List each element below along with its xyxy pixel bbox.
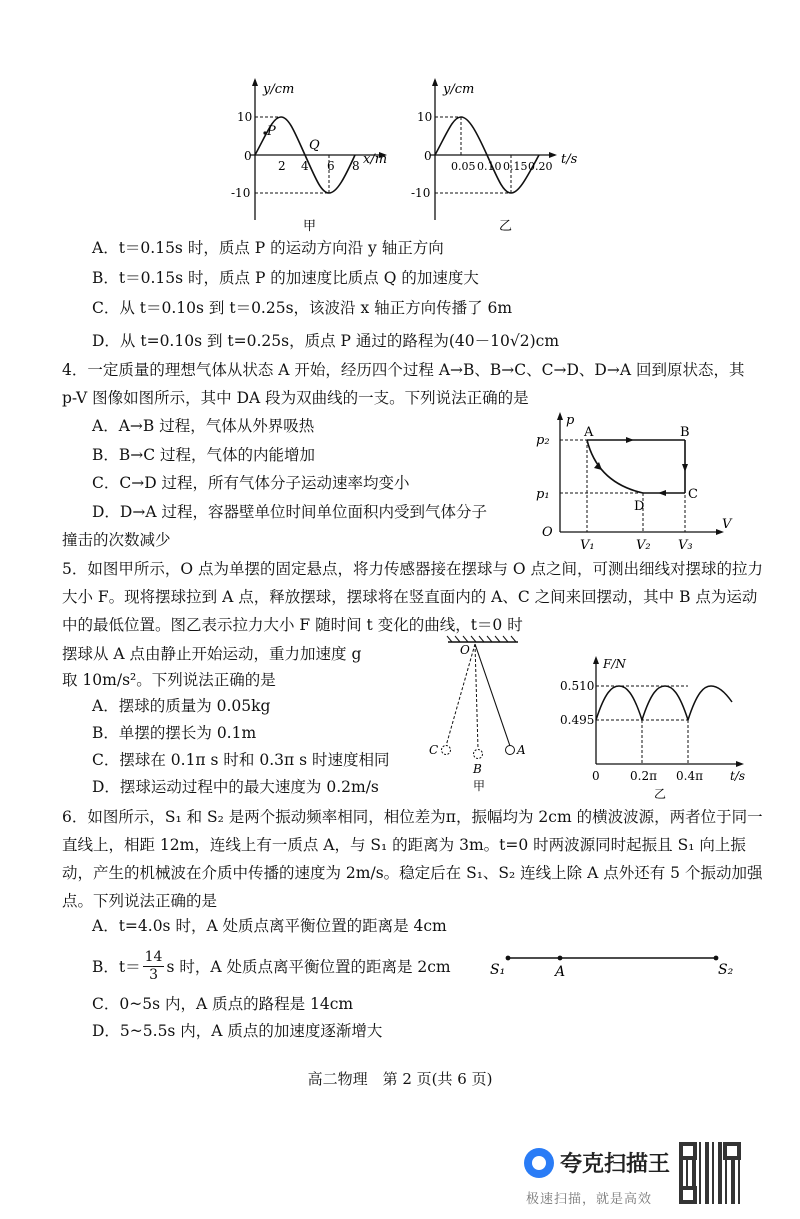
q6-option-c: C．0~5s 内，A 质点的路程是 14cm: [92, 995, 354, 1013]
q6-option-a: A．t=4.0s 时，A 处质点离平衡位置的距离是 4cm: [92, 917, 447, 935]
force-xlabel: t/s: [730, 769, 746, 783]
q5-option-b: B．单摆的摆长为 0.1m: [92, 724, 257, 742]
q6-option-b-prefix: B．t＝: [92, 958, 141, 976]
yi-caption: 乙: [499, 219, 513, 234]
q6-fraction-num: 14: [144, 948, 163, 965]
pv-label-v: V: [722, 517, 732, 532]
yi-ytick-0: 0: [424, 149, 432, 163]
force-ylabel: F/N: [603, 657, 626, 671]
pv-v2: V₂: [636, 538, 651, 553]
wave-source-line: [488, 948, 748, 982]
pv-v3: V₃: [678, 538, 693, 553]
yi-ylabel: y/cm: [443, 82, 475, 97]
scanner-brand-name: 夸克扫描王: [560, 1152, 671, 1177]
pendulum-caption: 甲: [473, 779, 486, 793]
yi-ytick-10: 10: [417, 110, 433, 124]
q4-option-d: D．D→A 过程，容器壁单位时间单位面积内受到气体分子: [92, 503, 487, 521]
jia-point-p: P: [267, 124, 276, 139]
pv-p2: p₂: [536, 433, 550, 448]
jia-xlabel: x/m: [363, 152, 388, 167]
yi-xtick-010: 0.10: [477, 160, 502, 173]
jia-caption: 甲: [303, 219, 317, 234]
q5-option-c: C．摆球在 0.1π s 时和 0.3π s 时速度相同: [92, 751, 390, 769]
q6-option-d: D．5~5.5s 内，A 质点的加速度逐渐增大: [92, 1022, 383, 1040]
pv-p1: p₁: [536, 487, 550, 502]
q3-option-c: C．从 t＝0.10s 到 t＝0.25s，该波沿 x 轴正方向传播了 6m: [92, 299, 513, 317]
q4-option-c: C．C→D 过程，所有气体分子运动速率均变小: [92, 474, 410, 492]
pendulum-point-b: B: [473, 762, 482, 776]
q5-stem-3: 取 10m/s²。下列说法正确的是: [62, 671, 276, 689]
qr-code-icon: [679, 1142, 741, 1204]
pv-diagram: [530, 410, 740, 555]
pv-origin: O: [542, 525, 553, 540]
q4-option-b: B．B→C 过程，气体的内能增加: [92, 446, 316, 464]
pendulum-point-o: O: [460, 643, 470, 657]
wave-figure-yi: [411, 75, 595, 235]
jia-ytick-10: 10: [237, 110, 253, 124]
pv-point-c: C: [688, 487, 698, 502]
q4-option-d-cont: 撞击的次数减少: [62, 531, 171, 549]
q3-option-d: D．从 t=0.10s 到 t=0.25s，质点 P 通过的路程为(40－10√2)cm: [92, 332, 560, 350]
pv-label-p: p: [566, 413, 575, 428]
q6-fraction: [143, 949, 165, 984]
source-s2-label: S₂: [718, 962, 734, 978]
q5-stem-2: 摆球从 A 点由静止开始运动，重力加速度 g: [62, 645, 362, 663]
q3-option-b: B．t＝0.15s 时，质点 P 的加速度比质点 Q 的加速度大: [92, 269, 479, 287]
force-xtick-0: 0: [592, 769, 600, 783]
force-time-graph: [560, 654, 760, 799]
force-xtick-04pi: 0.4π: [676, 769, 703, 783]
yi-xtick-005: 0.05: [451, 160, 476, 173]
q6-option-b: [92, 943, 451, 989]
pv-point-b: B: [680, 425, 690, 440]
jia-xtick-4: 4: [301, 159, 309, 173]
yi-xtick-020: 0.20: [528, 160, 553, 173]
pendulum-figure: [418, 634, 538, 794]
jia-ytick-neg10: -10: [231, 186, 251, 200]
q5-option-a: A．摆球的质量为 0.05kg: [92, 697, 271, 715]
q4-stem: 4．一定质量的理想气体从状态 A 开始，经历四个过程 A→B、B→C、C→D、D→A 回到原状态，其 p-V 图像如图所示，其中 DA 段为双曲线的一支。下列说法正确的是: [62, 361, 745, 407]
pendulum-point-c: C: [429, 743, 439, 757]
point-a-label: A: [555, 964, 566, 980]
pv-point-d: D: [634, 499, 645, 514]
force-xtick-02pi: 0.2π: [630, 769, 657, 783]
q4-option-a: A．A→B 过程，气体从外界吸热: [92, 417, 315, 435]
jia-ylabel: y/cm: [263, 82, 295, 97]
q6-stem: 6．如图所示，S₁ 和 S₂ 是两个振动频率相同，相位差为π，振幅均为 2cm 的横波波源，两者位于同一直线上，相距 12m，连线上有一质点 A，与 S₁ 的距离为 3m。t=0 时两波源同时起振且 S₁ 向上振动，产生的机械波在介质中传播的速度为 2m/s。稳定后在 S₁、S₂ 连线上除 A 点外还有 5 个振动加强点。下列说法正确的是: [62, 808, 763, 910]
yi-xtick-015: 0.15: [503, 160, 528, 173]
yi-ytick-neg10: -10: [411, 186, 431, 200]
scanner-slogan: 极速扫描，就是高效: [526, 1192, 653, 1207]
q3-option-a: A．t＝0.15s 时，质点 P 的运动方向沿 y 轴正方向: [92, 239, 444, 257]
jia-xtick-2: 2: [278, 159, 286, 173]
jia-ytick-0: 0: [244, 149, 252, 163]
yi-xlabel: t/s: [561, 152, 578, 167]
source-s1-label: S₁: [490, 962, 506, 978]
pv-v1: V₁: [580, 538, 595, 553]
wave-figure-jia: [231, 75, 405, 235]
page-footer: 高二物理 第 2 页(共 6 页): [307, 1070, 493, 1088]
pv-point-a: A: [584, 425, 594, 440]
jia-xtick-8: 8: [352, 159, 360, 173]
force-caption: 乙: [654, 787, 667, 801]
pendulum-point-a: A: [517, 743, 526, 757]
force-value-510: 0.510: [560, 679, 595, 693]
jia-point-q: Q: [309, 138, 320, 153]
jia-xtick-6: 6: [327, 159, 335, 173]
scanner-logo-icon-inner: [532, 1156, 546, 1170]
q5-option-d: D．摆球运动过程中的最大速度为 0.2m/s: [92, 778, 379, 796]
force-value-495: 0.495: [560, 713, 595, 727]
q6-option-b-suffix: s 时，A 处质点离平衡位置的距离是 2cm: [166, 958, 451, 976]
q6-fraction-den: 3: [149, 966, 158, 983]
q5-stem: 5．如图甲所示，O 点为单摆的固定悬点，将力传感器接在摆球与 O 点之间，可测出细线对摆球的拉力大小 F。现将摆球拉到 A 点，释放摆球，摆球将在竖直面内的 A、C 之间来回摆动，其中 B 点为运动中的最低位置。图乙表示拉力大小 F 随时间 t 变化的曲线，t＝0 时: [62, 560, 764, 634]
